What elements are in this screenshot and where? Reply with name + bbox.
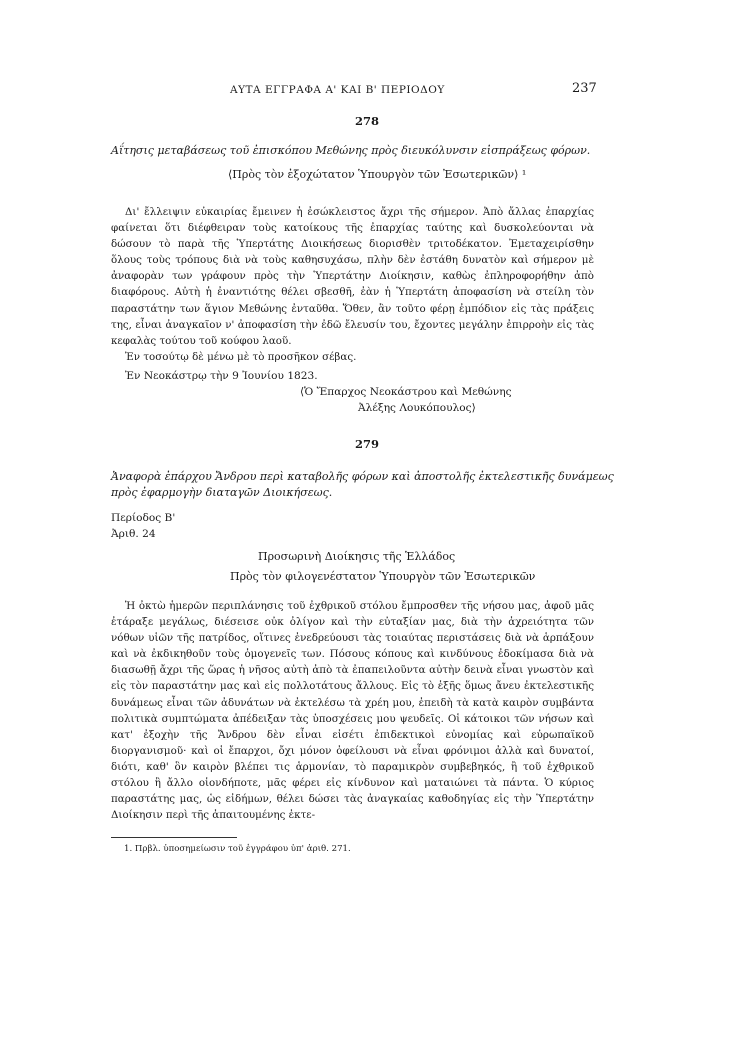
doc-279-number: 279 — [355, 437, 380, 451]
doc-279-period: Περίοδος Β' — [111, 512, 176, 524]
doc-278-title: Αΐτησις μεταβάσεως τοῦ ἐπισκόπου Μεθώνης πρὸς διευκόλυνσιν εἰσπράξεως φόρων. — [111, 144, 591, 157]
doc-278-number: 278 — [355, 114, 380, 128]
doc-278-date: Ἐν Νεοκάστρῳ τὴν 9 Ἰουνίου 1823. — [125, 370, 318, 382]
doc-279-title-line-2: πρὸς ἐφαρμογὴν διαταγῶν Διοικήσεως. — [111, 486, 333, 499]
doc-279-paragraph: Ἡ ὀκτὼ ἡμερῶν περιπλάνησις τοῦ ἐχθρικοῦ στόλου ἔμπροσθεν τῆς νήσου μας, ἀφοῦ μᾶς ἐτάραξε μεγάλως, διέσεισε οὐκ ὀλίγον καὶ τὴν εὐταξίαν μας, διὰ τὴν ἀχρειότητα τῶν νόθων υἱῶν τῆς πατρίδος, οἵτινες ἐνεδρεύουσι τὰς τοιαύτας περιστάσεις διὰ νὰ ἁρπάξουν καὶ νὰ ἐκδικηθοῦν τοὺς ὁμογενεῖς των. Πόσους κόπους καὶ κινδύνους ἐδοκίμασα διὰ νὰ διασωθῇ ἄχρι τῆς ὥρας ἡ νῆσος αὐτὴ ἀπὸ τὰ ἐπαπειλοῦντα αὐτὴν δεινὰ εἶναι γνωστὸν καὶ εἰς τὸν παραστάτην μας καὶ εἰς πολλοτάτους ἄλλους. Εἰς τὸ ἑξῆς ὅμως ἄνευ ἐκτελεστικῆς δυνάμεως εἶναι τῶν ἀδυνάτων νὰ ἐκτελέσω τὰ χρέη μου, ἐπειδὴ τὰ κατὰ καιρὸν συμβάντα πολιτικὰ συμπτώματα ἀπέδειξαν τὰς ὑποσχέσεις μου ψευδεῖς. Οἱ κάτοικοι τῶν νήσων καὶ κατ' ἐξοχὴν τῆς Ἄνδρου δὲν εἶναι εἰσέτι ἐπιδεκτικοὶ εὐνομίας καὶ εὐρωπαϊκοῦ διοργανισμοῦ· καὶ οἱ ἔπαρχοι, ὄχι μόνον ὀφείλουσι νὰ εἶναι φρόνιμοι ἀλλὰ καὶ δυνατοί, διότι, καθ' ὃν καιρὸν βλέπει τις ἁρμονίαν, τὸ παραμικρὸν συμβεβηκός, ἢ τοῦ ἐχθρικοῦ στόλου ἢ ἄλλο οἱονδήποτε, μᾶς φέρει εἰς κίνδυνον καὶ ματαιώνει τὰ πάντα. Ὁ κύριος παραστάτης μας, ὡς εἰδήμων, θέλει δώσει τὰς ἀναγκαίας καθοδηγίας εἰς τὴν Ὑπερτάτην Διοίκησιν περὶ τῆς ἀπαιτουμένης ἐκτε- — [111, 600, 594, 822]
doc-278-signature-line-2: Ἀλέξης Λουκόπουλος⟩ — [358, 402, 476, 414]
doc-278-body — [111, 204, 594, 365]
doc-278-signature-line-1: ⟨Ὁ Ἔπαρχος Νεοκάστρου καὶ Μεθώνης — [300, 386, 512, 398]
footnote-divider — [111, 837, 237, 838]
doc-279-addressee: Πρὸς τὸν φιλογενέστατον Ὑπουργὸν τῶν Ἐσωτερικῶν — [230, 570, 536, 583]
page-number: 237 — [572, 81, 597, 96]
doc-278-addressee: ⟨Πρὸς τὸν ἐξοχώτατον Ὑπουργὸν τῶν Ἐσωτερικῶν⟩ ¹ — [228, 168, 527, 181]
doc-279-ref-number: Ἀριθ. 24 — [111, 528, 156, 540]
doc-279-authority: Προσωρινὴ Διοίκησις τῆς Ἑλλάδος — [258, 550, 456, 563]
doc-278-paragraph-2: Ἐν τοσούτῳ δὲ μένω μὲ τὸ προσῆκον σέβας. — [125, 350, 357, 363]
doc-279-title-line-1: Ἀναφορὰ ἐπάρχου Ἄνδρου περὶ καταβολῆς φόρων καὶ ἀποστολῆς ἐκτελεστικῆς δυνάμεως — [111, 470, 614, 483]
doc-279-body — [111, 598, 594, 823]
running-title: ΑΥΤΑ ΕΓΓΡΑΦΑ Α' ΚΑΙ Β' ΠΕΡΙΟΔΟΥ — [230, 84, 445, 96]
footnote: 1. Πρβλ. ὑποσημείωσιν τοῦ ἐγγράφου ὑπ' ἀριθ. 271. — [124, 844, 351, 854]
doc-278-paragraph-1: Δι' ἔλλειψιν εὐκαιρίας ἔμεινεν ἡ ἐσώκλειστος ἄχρι τῆς σήμερον. Ἀπὸ ἄλλας ἐπαρχίας φαίνεται ὅτι διέφθειραν τοὺς κατοίκους τῆς ἐπαρχίας ταύτης καὶ δυσκολεύονται νὰ δώσουν τὸ παρὰ τῆς Ὑπερτάτης Διοικήσεως διορισθὲν τριτοδέκατον. Ἐμεταχειρίσθην ὅλους τοὺς τρόπους διὰ νὰ τοὺς καθησυχάσω, πλὴν δὲν ἐστάθη δυνατὸν καὶ σήμερον μὲ ἀναφορὰν των γράφουν πρὸς τὴν Ὑπερτάτην Διοίκησιν, καθὼς ἐπληροφορήθην ἀπὸ διαφόρους. Αὐτὴ ἡ ἐναντιότης θέλει σβεσθῆ, ἐὰν ἡ Ὑπερτάτη ἀποφασίση νὰ στείλη τὸν παραστάτην των ἅγιον Μεθώνης ἐνταῦθα. Ὅθεν, ἂν τοῦτο φέρῃ ἐμπόδιον εἰς τὰς πράξεις της, εἶναι ἀναγκαῖον ν' ἀποφασίση τὴν ἐδῶ ἔλευσίν του, ἔχοντες μεγάλην ἐπιρροὴν εἰς τὰς κεφαλὰς τούτου τοῦ κούφου λαοῦ. — [111, 206, 594, 347]
